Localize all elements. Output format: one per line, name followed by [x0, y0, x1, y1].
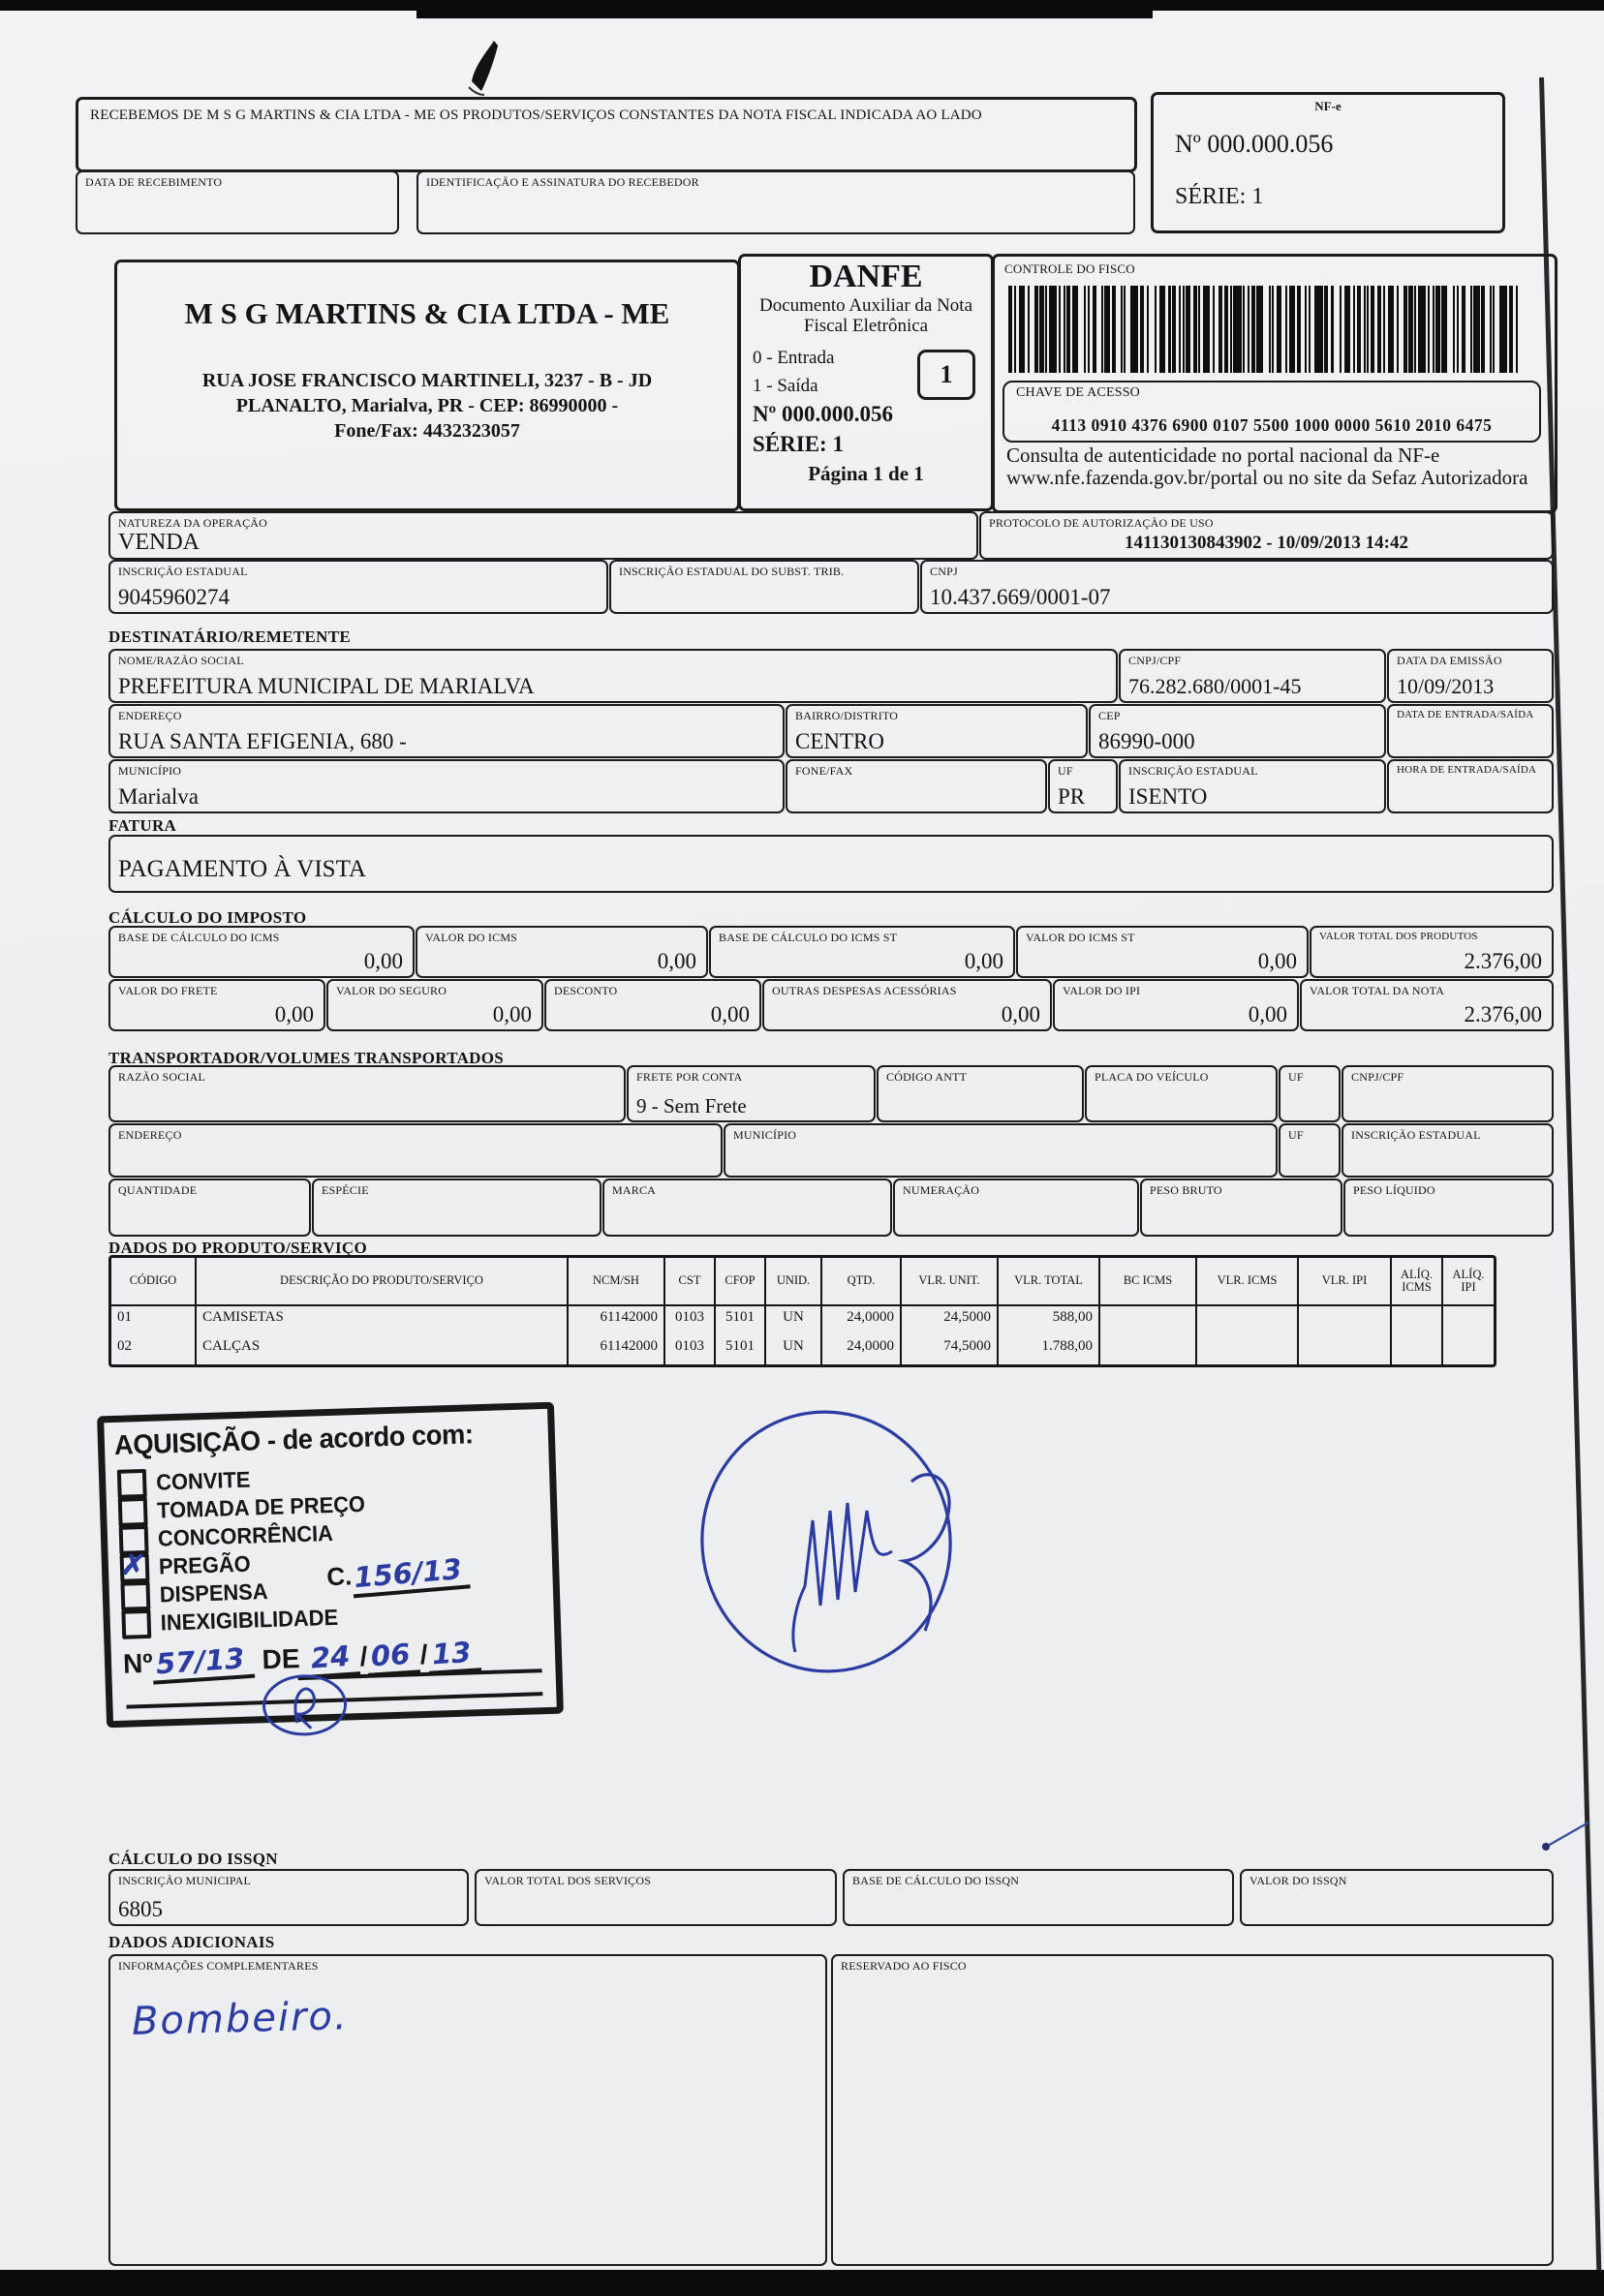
- col-header-aliq-icms: ALÍQ. ICMS: [1392, 1258, 1443, 1304]
- products-section-title: DADOS DO PRODUTO/SERVIÇO: [108, 1239, 367, 1257]
- tax-section-title: CÁLCULO DO IMPOSTO: [108, 908, 307, 927]
- complementary-info-box: [108, 1954, 827, 2266]
- col-header-cfop: CFOP: [716, 1258, 766, 1304]
- nfe-stub-box: [1151, 92, 1505, 233]
- cell-vlr-icms: [1197, 1335, 1299, 1364]
- volume-species-label: ESPÉCIE: [322, 1183, 369, 1197]
- col-header-unid: UNID.: [766, 1258, 822, 1304]
- field-recipient-ie: [1119, 759, 1386, 813]
- stamp-option-label: CONVITE: [155, 1466, 251, 1495]
- ipi-value-value: 0,00: [1248, 1002, 1287, 1026]
- insurance-value-label: VALOR DO SEGURO: [336, 984, 447, 997]
- invoice-total-label: VALOR TOTAL DA NOTA: [1310, 984, 1445, 997]
- other-expenses-value: 0,00: [1001, 1002, 1040, 1026]
- field-cnpj: [920, 560, 1554, 614]
- cell-unid: UN: [766, 1306, 822, 1335]
- protocol-value: 141130130843902 - 10/09/2013 14:42: [1125, 533, 1408, 553]
- city-label: MUNICÍPIO: [118, 764, 182, 778]
- cell-bc-icms: [1100, 1306, 1197, 1335]
- stamp-option-convite: [117, 1466, 256, 1496]
- carrier-address-label: ENDEREÇO: [118, 1128, 182, 1142]
- col-header-descricao: DESCRIÇÃO DO PRODUTO/SERVIÇO: [197, 1258, 569, 1304]
- field-city: [108, 759, 785, 813]
- product-row: [111, 1335, 1494, 1364]
- discount-value: 0,00: [710, 1002, 750, 1026]
- other-expenses-label: OUTRAS DESPESAS ACESSÓRIAS: [772, 984, 957, 997]
- icms-value-label: VALOR DO ICMS: [425, 931, 518, 944]
- district-value: CENTRO: [795, 729, 884, 753]
- authenticity-note: Consulta de autenticidade no portal nacional da NF-e www.nfe.fazenda.gov.br/portal ou no site da Sefaz Autorizadora: [1006, 444, 1528, 489]
- checkbox-inexigibilidade: [121, 1608, 151, 1638]
- barcode: [1008, 286, 1536, 373]
- carrier-city-label: MUNICÍPIO: [733, 1128, 797, 1142]
- receipt-statement: RECEBEMOS DE M S G MARTINS & CIA LTDA - ME OS PRODUTOS/SERVIÇOS CONSTANTES DA NOTA FISCAL INDICADA AO LADO: [90, 107, 982, 123]
- col-header-aliq-ipi: ALÍQ. IPI: [1452, 1267, 1485, 1294]
- icms-st-base-value: 0,00: [964, 949, 1003, 973]
- access-key-value: 4113 0910 4376 6900 0107 5500 1000 0000 5610 2010 6475: [1051, 415, 1493, 435]
- vehicle-plate-label: PLACA DO VEÍCULO: [1095, 1070, 1209, 1084]
- cell-vlr-ipi: [1299, 1306, 1392, 1335]
- products-header-row: [111, 1258, 1494, 1306]
- products-total-value: 2.376,00: [1464, 949, 1542, 973]
- field-services-total: [475, 1869, 837, 1926]
- recipient-name-value: PREFEITURA MUNICIPAL DE MARIALVA: [118, 674, 535, 698]
- number-prefix: Nº: [122, 1647, 154, 1679]
- stamp-option-inexigibilidade: [121, 1604, 348, 1637]
- cnpj-label: CNPJ: [930, 565, 958, 578]
- municipal-registration-value: 6805: [118, 1897, 163, 1921]
- field-insurance-value: [326, 979, 543, 1031]
- col-header-vlr-total: VLR. TOTAL: [999, 1258, 1100, 1304]
- field-products-total: [1310, 926, 1554, 978]
- recipient-address-value: RUA SANTA EFIGENIA, 680 -: [118, 729, 407, 753]
- recipient-cnpj-label: CNPJ/CPF: [1128, 654, 1182, 667]
- field-phone: [786, 759, 1047, 813]
- col-header-vlr-icms: VLR. ICMS: [1197, 1258, 1299, 1304]
- cep-label: CEP: [1098, 709, 1121, 722]
- field-recipient-cnpj: [1119, 649, 1386, 703]
- cell-ncm: 61142000: [569, 1306, 665, 1335]
- stamp-title: AQUISIÇÃO - de acordo com:: [113, 1419, 474, 1461]
- field-inout-date: [1387, 704, 1554, 758]
- cell-bc-icms: [1100, 1335, 1197, 1364]
- monogram-initials: [257, 1668, 352, 1743]
- pen-x-mark: ✗: [119, 1547, 147, 1583]
- complementary-info-label: INFORMAÇÕES COMPLEMENTARES: [118, 1959, 319, 1973]
- volume-brand-label: MARCA: [612, 1183, 657, 1197]
- pen-smudge-mark: [463, 37, 504, 99]
- issue-date-label: DATA DA EMISSÃO: [1397, 654, 1502, 667]
- volume-numbering-label: NUMERAÇÃO: [903, 1183, 980, 1197]
- freight-value-value: 0,00: [274, 1002, 314, 1026]
- antt-code-label: CÓDIGO ANTT: [886, 1070, 968, 1084]
- danfe-number: Nº 000.000.056: [753, 402, 893, 426]
- icms-base-label: BASE DE CÁLCULO DO ICMS: [118, 931, 280, 944]
- date-separator: /: [359, 1640, 368, 1672]
- emitter-name: M S G MARTINS & CIA LTDA - ME: [184, 296, 670, 330]
- col-header-vlr-ipi: VLR. IPI: [1299, 1258, 1392, 1304]
- field-antt-code: [877, 1065, 1084, 1122]
- access-key-label: CHAVE DE ACESSO: [1016, 385, 1140, 400]
- field-freight-value: [108, 979, 325, 1031]
- products-total-label: VALOR TOTAL DOS PRODUTOS: [1319, 931, 1478, 942]
- field-net-weight: [1343, 1179, 1554, 1237]
- date-year-handwritten: 13: [426, 1635, 481, 1675]
- issue-date-value: 10/09/2013: [1397, 674, 1495, 698]
- cell-descricao: CALÇAS: [197, 1335, 569, 1364]
- danfe-type-value: 1: [940, 360, 953, 388]
- field-district: [786, 704, 1088, 758]
- district-label: BAIRRO/DISTRITO: [795, 709, 899, 722]
- cell-vlr-unit: 74,5000: [902, 1335, 999, 1364]
- issqn-base-label: BASE DE CÁLCULO DO ISSQN: [852, 1874, 1020, 1887]
- stamp-option-label: TOMADA DE PREÇO: [156, 1490, 366, 1523]
- stamp-option-dispensa: [120, 1578, 273, 1609]
- field-subst-registration: [609, 560, 919, 614]
- stamp-option-label: DISPENSA: [159, 1578, 268, 1607]
- field-discount: [544, 979, 761, 1031]
- icms-base-value: 0,00: [363, 949, 403, 973]
- stamp-option-label: INEXIGIBILIDADE: [160, 1604, 339, 1636]
- cell-qtd: 24,0000: [822, 1306, 902, 1335]
- reserved-fisco-label: RESERVADO AO FISCO: [841, 1959, 967, 1973]
- icms-st-value-value: 0,00: [1257, 949, 1297, 973]
- field-carrier-city: [724, 1123, 1278, 1178]
- field-carrier-uf2: [1279, 1123, 1341, 1178]
- discount-label: DESCONTO: [554, 984, 618, 997]
- date-day-handwritten: 24: [306, 1638, 361, 1679]
- field-carrier-address: [108, 1123, 723, 1178]
- nfe-stub-number: Nº 000.000.056: [1175, 130, 1334, 158]
- field-state-registration: [108, 560, 608, 614]
- cnpj-value: 10.437.669/0001-07: [930, 585, 1111, 609]
- field-uf: [1048, 759, 1118, 813]
- field-volume-species: [312, 1179, 602, 1237]
- inout-time-label: HORA DE ENTRADA/SAÍDA: [1397, 764, 1537, 776]
- cell-ncm: 61142000: [569, 1335, 665, 1364]
- field-operation-nature: [108, 511, 978, 560]
- danfe-entry-option: 0 - Entrada: [753, 348, 835, 368]
- number-handwritten: 57/13: [151, 1641, 256, 1685]
- contract-number-handwritten: 156/13: [351, 1551, 471, 1598]
- date-month-handwritten: 06: [366, 1637, 421, 1677]
- issqn-section-title: CÁLCULO DO ISSQN: [108, 1850, 278, 1868]
- insurance-value-value: 0,00: [492, 1002, 532, 1026]
- ipi-value-label: VALOR DO IPI: [1063, 984, 1141, 997]
- freight-value-label: VALOR DO FRETE: [118, 984, 218, 997]
- field-gross-weight: [1140, 1179, 1342, 1237]
- field-receiver-signature: [416, 170, 1135, 234]
- invoice-total-value: 2.376,00: [1464, 1002, 1542, 1026]
- col-header-ncm: NCM/SH: [569, 1258, 665, 1304]
- field-carrier-uf: [1279, 1065, 1341, 1122]
- field-volume-qty: [108, 1179, 311, 1237]
- receipt-date-label: DATA DE RECEBIMENTO: [85, 175, 223, 189]
- recipient-ie-label: INSCRIÇÃO ESTADUAL: [1128, 764, 1258, 778]
- stamp-option-label: CONCORRÊNCIA: [157, 1519, 334, 1551]
- recipient-section-title: DESTINATÁRIO/REMETENTE: [108, 628, 352, 646]
- volume-qty-label: QUANTIDADE: [118, 1183, 198, 1197]
- field-carrier-cnpj: [1342, 1065, 1554, 1122]
- field-issqn-base: [843, 1869, 1234, 1926]
- recipient-name-label: NOME/RAZÃO SOCIAL: [118, 654, 244, 667]
- net-weight-label: PESO LÍQUIDO: [1353, 1183, 1435, 1197]
- operation-nature-value: VENDA: [118, 530, 200, 555]
- protocol-label: PROTOCOLO DE AUTORIZAÇÃO DE USO: [989, 516, 1214, 530]
- field-invoice-total: [1300, 979, 1554, 1031]
- field-freight-type: [627, 1065, 876, 1122]
- nfe-stub-title: NF-e: [1314, 99, 1342, 113]
- col-header-cst: CST: [665, 1258, 716, 1304]
- danfe-title: DANFE: [809, 259, 923, 294]
- inout-date-label: DATA DE ENTRADA/SAÍDA: [1397, 709, 1534, 720]
- cell-codigo: 02: [111, 1335, 197, 1364]
- field-recipient-name: [108, 649, 1118, 703]
- danfe-subtitle: Documento Auxiliar da Nota Fiscal Eletrônica: [758, 295, 973, 337]
- receipt-statement-box: [76, 97, 1137, 172]
- cell-aliq-ipi: [1443, 1335, 1494, 1364]
- contract-prefix: C.: [325, 1561, 353, 1592]
- field-recipient-address: [108, 704, 785, 758]
- danfe-box: [738, 254, 994, 511]
- col-header-codigo: CÓDIGO: [111, 1258, 197, 1304]
- products-table: [108, 1255, 1496, 1367]
- stamp-option-concorrencia: [119, 1520, 343, 1553]
- subst-registration-label: INSCRIÇÃO ESTADUAL DO SUBST. TRIB.: [619, 565, 845, 578]
- stamp-option-label: PREGÃO: [158, 1550, 252, 1579]
- nfe-stub-series: SÉRIE: 1: [1175, 184, 1264, 209]
- pen-signature: [683, 1396, 973, 1675]
- cell-aliq-icms: [1392, 1306, 1443, 1335]
- recipient-cnpj-value: 76.282.680/0001-45: [1128, 674, 1302, 698]
- checkbox-pregao-checked: [119, 1547, 150, 1583]
- danfe-series: SÉRIE: 1: [753, 432, 844, 456]
- cell-vlr-total: 588,00: [999, 1306, 1100, 1335]
- icms-st-base-label: BASE DE CÁLCULO DO ICMS ST: [719, 931, 898, 944]
- cell-vlr-total: 1.788,00: [999, 1335, 1100, 1364]
- checkbox-tomada-de-preco: [118, 1496, 148, 1526]
- reserved-fisco-box: [831, 1954, 1554, 2266]
- fisco-control-box: [992, 254, 1558, 513]
- carrier-uf-label: UF: [1288, 1070, 1304, 1084]
- freight-type-value: 9 - Sem Frete: [636, 1094, 747, 1117]
- field-receipt-date: [76, 170, 399, 234]
- col-header-qtd: QTD.: [822, 1258, 902, 1304]
- operation-nature-label: NATUREZA DA OPERAÇÃO: [118, 516, 268, 530]
- scan-edge-bottom: [0, 2270, 1604, 2296]
- uf-value: PR: [1058, 784, 1086, 809]
- cell-qtd: 24,0000: [822, 1335, 902, 1364]
- recipient-ie-value: ISENTO: [1128, 784, 1208, 809]
- field-cep: [1089, 704, 1386, 758]
- receiver-signature-label: IDENTIFICAÇÃO E ASSINATURA DO RECEBEDOR: [426, 175, 699, 189]
- cell-vlr-ipi: [1299, 1335, 1392, 1364]
- col-header-vlr-unit: VLR. UNIT.: [902, 1258, 999, 1304]
- municipal-registration-label: INSCRIÇÃO MUNICIPAL: [118, 1874, 252, 1887]
- cell-unid: UN: [766, 1335, 822, 1364]
- field-payment: [108, 835, 1554, 893]
- recipient-address-label: ENDEREÇO: [118, 709, 182, 722]
- cell-cst: 0103: [665, 1306, 716, 1335]
- services-total-label: VALOR TOTAL DOS SERVIÇOS: [484, 1874, 652, 1887]
- access-key-box: [1002, 381, 1541, 443]
- phone-label: FONE/FAX: [795, 764, 853, 778]
- field-volume-numbering: [893, 1179, 1139, 1237]
- checkbox-convite: [117, 1468, 147, 1498]
- danfe-exit-option: 1 - Saída: [753, 376, 818, 396]
- field-icms-st-value: [1016, 926, 1309, 978]
- transport-section-title: TRANSPORTADOR/VOLUMES TRANSPORTADOS: [108, 1049, 505, 1067]
- carrier-ie-label: INSCRIÇÃO ESTADUAL: [1351, 1128, 1481, 1142]
- scan-edge-top-thick: [416, 0, 1153, 18]
- field-icms-base: [108, 926, 415, 978]
- field-authorization-protocol: [979, 511, 1554, 560]
- cell-cfop: 5101: [716, 1306, 766, 1335]
- cell-aliq-ipi: [1443, 1306, 1494, 1335]
- product-row: [111, 1306, 1494, 1335]
- issqn-value-label: VALOR DO ISSQN: [1249, 1874, 1347, 1887]
- field-carrier-ie: [1342, 1123, 1554, 1178]
- cell-cst: 0103: [665, 1335, 716, 1364]
- uf-label: UF: [1058, 764, 1073, 778]
- checkbox-dispensa: [120, 1580, 150, 1610]
- field-inout-time: [1387, 759, 1554, 813]
- fisco-control-label: CONTROLE DO FISCO: [1004, 261, 1135, 276]
- cell-codigo: 01: [111, 1306, 197, 1335]
- invoice-section-title: FATURA: [108, 816, 177, 835]
- acquisition-stamp: [97, 1402, 564, 1729]
- cell-vlr-icms: [1197, 1306, 1299, 1335]
- field-issue-date: [1387, 649, 1554, 703]
- gross-weight-label: PESO BRUTO: [1150, 1183, 1222, 1197]
- field-other-expenses: [762, 979, 1052, 1031]
- de-label: DE: [262, 1643, 300, 1675]
- state-registration-value: 9045960274: [118, 585, 230, 609]
- stamp-option-pregao: [119, 1547, 256, 1583]
- field-ipi-value: [1053, 979, 1299, 1031]
- icms-value-value: 0,00: [657, 949, 696, 973]
- field-icms-st-base: [709, 926, 1015, 978]
- danfe-page: Página 1 de 1: [808, 462, 924, 485]
- date-separator: /: [419, 1638, 428, 1670]
- complementary-info-handwritten: Bombeiro.: [131, 1994, 350, 2044]
- carrier-uf2-label: UF: [1288, 1128, 1304, 1142]
- field-vehicle-plate: [1085, 1065, 1278, 1122]
- danfe-type-box: [917, 350, 975, 400]
- carrier-name-label: RAZÃO SOCIAL: [118, 1070, 206, 1084]
- cell-cfop: 5101: [716, 1335, 766, 1364]
- field-volume-brand: [602, 1179, 892, 1237]
- additional-section-title: DADOS ADICIONAIS: [108, 1933, 275, 1951]
- pen-stray-mark: [1538, 1819, 1592, 1853]
- cell-aliq-icms: [1392, 1335, 1443, 1364]
- cell-descricao: CAMISETAS: [197, 1306, 569, 1335]
- cep-value: 86990-000: [1098, 729, 1195, 753]
- field-icms-value: [416, 926, 708, 978]
- icms-st-value-label: VALOR DO ICMS ST: [1026, 931, 1135, 944]
- freight-type-label: FRETE POR CONTA: [636, 1070, 743, 1084]
- field-issqn-value: [1240, 1869, 1554, 1926]
- payment-value: PAGAMENTO À VISTA: [118, 856, 366, 882]
- carrier-cnpj-label: CNPJ/CPF: [1351, 1070, 1404, 1084]
- emitter-box: [114, 260, 740, 511]
- city-value: Marialva: [118, 784, 200, 809]
- cell-vlr-unit: 24,5000: [902, 1306, 999, 1335]
- state-registration-label: INSCRIÇÃO ESTADUAL: [118, 565, 248, 578]
- field-carrier-name: [108, 1065, 626, 1122]
- emitter-address: RUA JOSE FRANCISCO MARTINELI, 3237 - B - JD PLANALTO, Marialva, PR - CEP: 86990000 - Fone/Fax: 4432323057: [201, 369, 653, 442]
- stamp-contract: [326, 1554, 471, 1596]
- col-header-bc-icms: BC ICMS: [1100, 1258, 1197, 1304]
- field-municipal-registration: [108, 1869, 469, 1926]
